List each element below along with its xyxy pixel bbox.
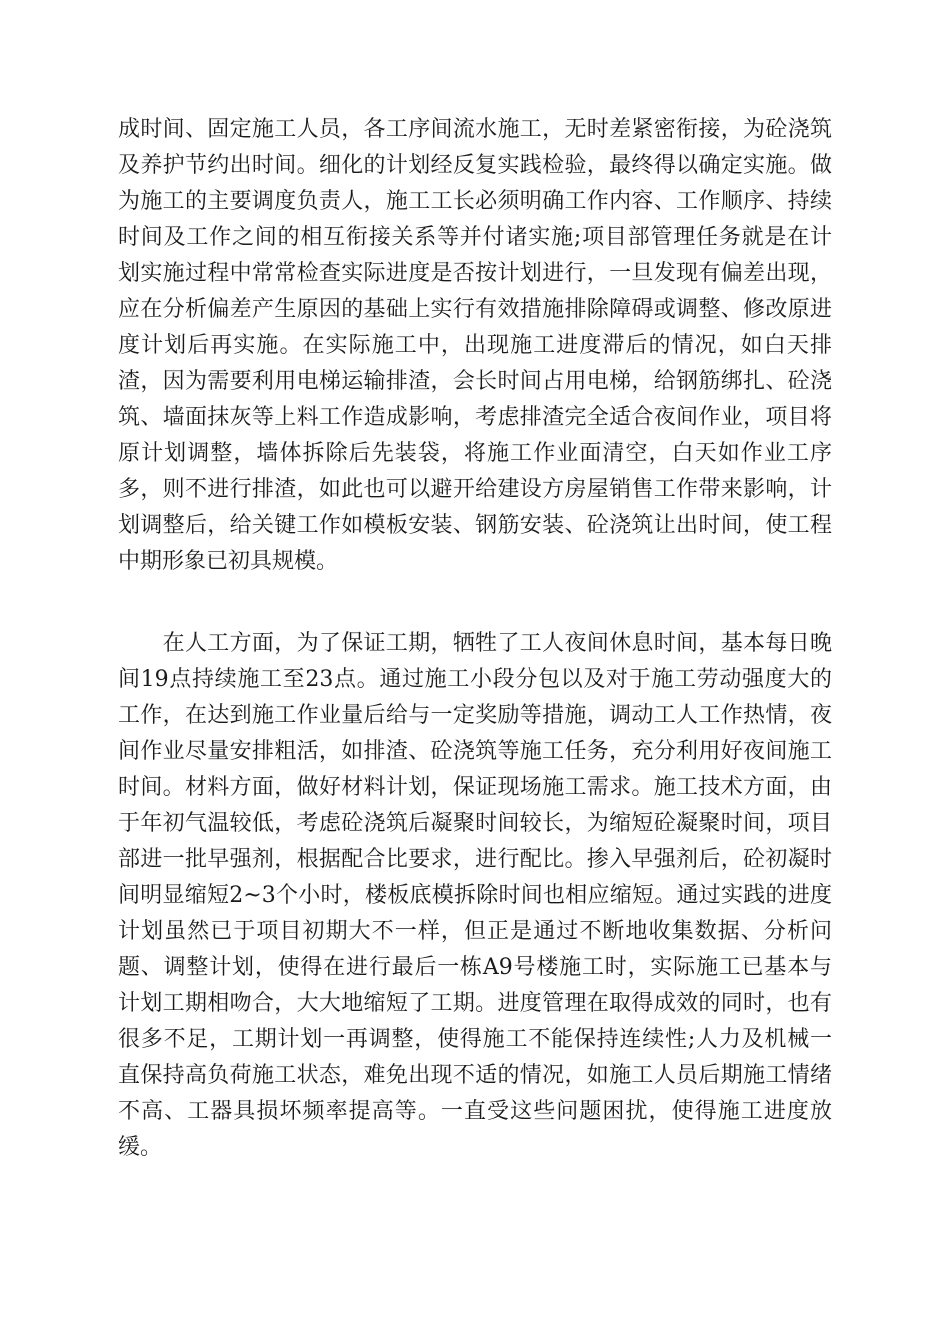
paragraph-line: 度计划后再实施。在实际施工中，出现施工进度滞后的情况，如白天排: [118, 333, 832, 358]
paragraph-line: 计划虽然已于项目初期大不一样，但正是通过不断地收集数据、分析问: [118, 919, 832, 944]
paragraph-line: 时间。材料方面，做好材料计划，保证现场施工需求。施工技术方面，由: [118, 775, 832, 800]
paragraph-line: 不高、工器具损坏频率提高等。一直受这些问题困扰，使得施工进度放: [118, 1099, 832, 1124]
paragraph-line: 间明显缩短2~3个小时，楼板底模拆除时间也相应缩短。通过实践的进度: [118, 883, 832, 908]
paragraph-line: 很多不足，工期计划一再调整，使得施工不能保持连续性;人力及机械一: [118, 1027, 832, 1052]
paragraph-line: 间19点持续施工至23点。通过施工小段分包以及对于施工劳动强度大的: [118, 667, 832, 692]
paragraph-line: 应在分析偏差产生原因的基础上实行有效措施排除障碍或调整、修改原进: [118, 297, 832, 322]
paragraph-line: 划调整后，给关键工作如模板安装、钢筋安装、砼浇筑让出时间，使工程: [118, 513, 832, 538]
paragraph-line: 中期形象已初具规模。: [118, 549, 339, 574]
paragraph-line: 原计划调整，墙体拆除后先装袋，将施工作业面清空，白天如作业工序: [118, 441, 832, 466]
paragraph-line: 时间及工作之间的相互衔接关系等并付诸实施;项目部管理任务就是在计: [118, 225, 832, 250]
paragraph-line: 于年初气温较低，考虑砼浇筑后凝聚时间较长，为缩短砼凝聚时间，项目: [118, 811, 832, 836]
paragraph-line: 在人工方面，为了保证工期，牺牲了工人夜间休息时间，基本每日晚: [118, 631, 832, 656]
paragraph-line: 工作，在达到施工作业量后给与一定奖励等措施，调动工人工作热情，夜: [118, 703, 832, 728]
paragraph-line: 部进一批早强剂，根据配合比要求，进行配比。掺入早强剂后，砼初凝时: [118, 847, 832, 872]
paragraph-2: [118, 626, 832, 1166]
paragraph-line: 为施工的主要调度负责人，施工工长必须明确工作内容、工作顺序、持续: [118, 189, 832, 214]
paragraph-line: 题、调整计划，使得在进行最后一栋A9号楼施工时，实际施工已基本与: [118, 955, 832, 980]
paragraph-line: 渣，因为需要利用电梯运输排渣，会长时间占用电梯，给钢筋绑扎、砼浇: [118, 369, 832, 394]
paragraph-line: 直保持高负荷施工状态，难免出现不适的情况，如施工人员后期施工情绪: [118, 1063, 832, 1088]
paragraph-line: 划实施过程中常常检查实际进度是否按计划进行，一旦发现有偏差出现，: [118, 261, 832, 286]
paragraph-1: [118, 112, 832, 580]
paragraph-line: 缓。: [118, 1135, 163, 1160]
paragraph-line: 多，则不进行排渣，如此也可以避开给建设方房屋销售工作带来影响，计: [118, 477, 832, 502]
paragraph-line: 及养护节约出时间。细化的计划经反复实践检验，最终得以确定实施。做: [118, 153, 832, 178]
paragraph-line: 计划工期相吻合，大大地缩短了工期。进度管理在取得成效的同时，也有: [118, 991, 832, 1016]
paragraph-line: 筑、墙面抹灰等上料工作造成影响，考虑排渣完全适合夜间作业，项目将: [118, 405, 832, 430]
paragraph-line: 成时间、固定施工人员，各工序间流水施工，无时差紧密衔接，为砼浇筑: [118, 117, 832, 142]
paragraph-line: 间作业尽量安排粗活，如排渣、砼浇筑等施工任务，充分利用好夜间施工: [118, 739, 832, 764]
